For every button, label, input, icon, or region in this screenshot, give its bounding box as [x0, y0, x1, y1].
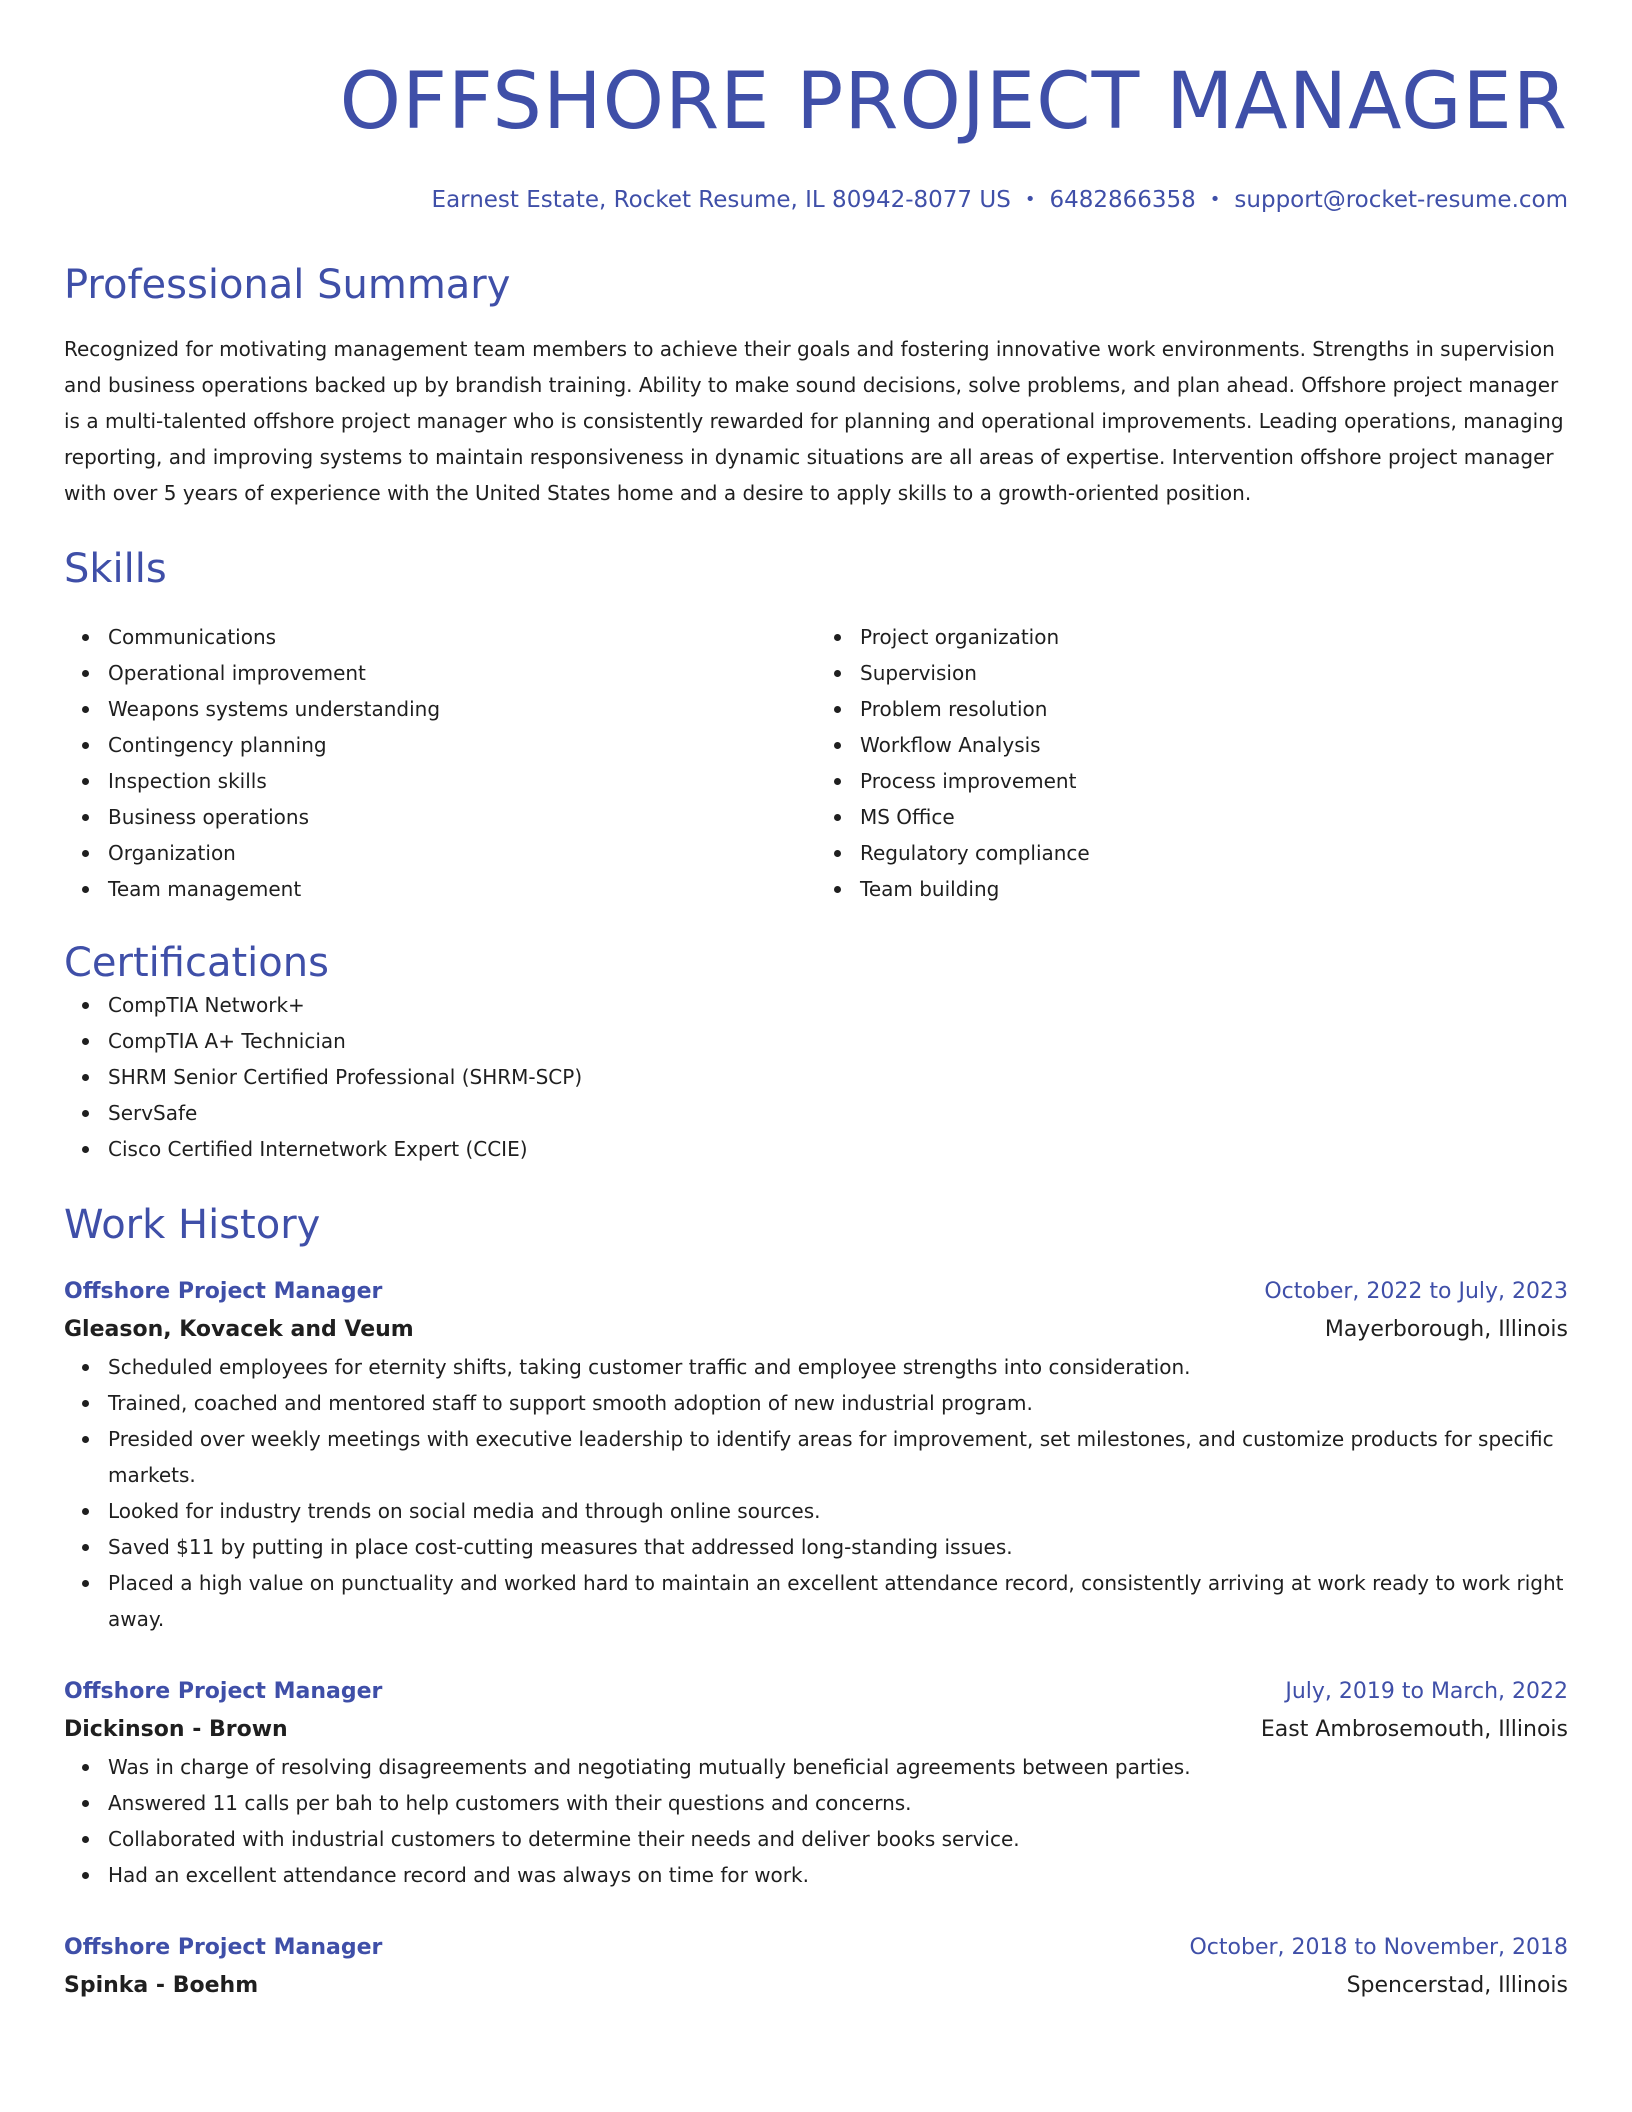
certifications-heading: Certifications — [64, 940, 329, 986]
job-header — [64, 1929, 1568, 1967]
job-entry — [64, 1273, 1568, 1637]
job-employer-row — [64, 1311, 1568, 1349]
job-dates: July, 2019 to March, 2022 — [1285, 1679, 1568, 1704]
skill-item: Inspection skills — [108, 763, 816, 799]
job-company: Spinka - Boehm — [64, 1973, 259, 1998]
job-bullet: Was in charge of resolving disagreements and negotiating mutually beneficial agreements between parties. — [108, 1749, 1568, 1785]
contact-separator: • — [1024, 189, 1036, 210]
job-bullet: Presided over weekly meetings with executive leadership to identify areas for improvement, set milestones, and customize products for specific markets. — [108, 1421, 1568, 1493]
skill-item: Process improvement — [860, 763, 1568, 799]
skill-item: Team management — [108, 871, 816, 907]
contact-line — [64, 187, 1568, 213]
contact-phone: 6482866358 — [1049, 187, 1196, 213]
skill-item: Communications — [108, 619, 816, 655]
skill-item: Weapons systems understanding — [108, 691, 816, 727]
contact-separator: • — [1209, 189, 1221, 210]
skill-item: MS Office — [860, 799, 1568, 835]
skill-item: Supervision — [860, 655, 1568, 691]
skills-columns — [64, 619, 1568, 907]
skill-item: Problem resolution — [860, 691, 1568, 727]
job-entry — [64, 1929, 1568, 2005]
candidate-name: OFFSHORE PROJECT MANAGER — [339, 57, 1568, 147]
job-employer-row — [64, 1967, 1568, 2005]
work-history-heading: Work History — [64, 1202, 321, 1248]
skill-item: Operational improvement — [108, 655, 816, 691]
job-dates: October, 2022 to July, 2023 — [1264, 1279, 1568, 1304]
summary-heading: Professional Summary — [64, 262, 511, 308]
skills-right-list — [816, 619, 1568, 907]
job-bullet: Scheduled employees for eternity shifts, taking customer traffic and employee strengths into consideration. — [108, 1349, 1568, 1385]
certification-item: SHRM Senior Certified Professional (SHRM-SCP) — [108, 1059, 1568, 1095]
job-entry — [64, 1673, 1568, 1893]
skills-left-list — [64, 619, 816, 907]
job-bullet: Collaborated with industrial customers to determine their needs and deliver books service. — [108, 1821, 1568, 1857]
job-header — [64, 1273, 1568, 1311]
summary-text: Recognized for motivating management team members to achieve their goals and fostering innovative work environments. Strengths in supervision and business operations backed up by brandish training. Ability to make sound decisions, solve problems, and plan ahead. Offshore project manager is a multi-talented offshore project manager who is consistently rewarded for planning and operational improvements. Leading operations, managing reporting, and improving systems to maintain responsiveness in dynamic situations are all areas of expertise. Intervention offshore project manager with over 5 years of experience with the United States home and a desire to apply skills to a growth-oriented position. — [64, 337, 1564, 505]
job-location: Spencerstad, Illinois — [1346, 1973, 1568, 1998]
job-bullet: Had an excellent attendance record and was always on time for work. — [108, 1857, 1568, 1893]
certifications-list — [64, 987, 1568, 1167]
job-title: Offshore Project Manager — [64, 1279, 383, 1304]
certification-item: Cisco Certified Internetwork Expert (CCIE) — [108, 1131, 1568, 1167]
skill-item: Project organization — [860, 619, 1568, 655]
job-company: Dickinson - Brown — [64, 1717, 288, 1742]
job-location: Mayerborough, Illinois — [1324, 1317, 1568, 1342]
job-dates: October, 2018 to November, 2018 — [1189, 1935, 1568, 1960]
skills-heading: Skills — [64, 546, 167, 592]
skill-item: Organization — [108, 835, 816, 871]
certification-item: CompTIA Network+ — [108, 987, 1568, 1023]
certification-item: ServSafe — [108, 1095, 1568, 1131]
job-bullet: Answered 11 calls per bah to help customers with their questions and concerns. — [108, 1785, 1568, 1821]
skill-item: Workflow Analysis — [860, 727, 1568, 763]
skill-item: Regulatory compliance — [860, 835, 1568, 871]
job-bullet: Placed a high value on punctuality and worked hard to maintain an excellent attendance record, consistently arriving at work ready to work right away. — [108, 1565, 1568, 1637]
job-title: Offshore Project Manager — [64, 1679, 383, 1704]
job-bullet: Looked for industry trends on social media and through online sources. — [108, 1493, 1568, 1529]
job-location: East Ambrosemouth, Illinois — [1260, 1717, 1568, 1742]
certification-item: CompTIA A+ Technician — [108, 1023, 1568, 1059]
job-bullet-list — [64, 1749, 1568, 1893]
skill-item: Team building — [860, 871, 1568, 907]
job-title: Offshore Project Manager — [64, 1935, 383, 1960]
skill-item: Contingency planning — [108, 727, 816, 763]
job-bullet: Trained, coached and mentored staff to support smooth adoption of new industrial program. — [108, 1385, 1568, 1421]
skill-item: Business operations — [108, 799, 816, 835]
job-header — [64, 1673, 1568, 1711]
job-employer-row — [64, 1711, 1568, 1749]
job-bullet-list — [64, 1349, 1568, 1637]
job-bullet: Saved $11 by putting in place cost-cutting measures that addressed long-standing issues. — [108, 1529, 1568, 1565]
contact-address: Earnest Estate, Rocket Resume, IL 80942-8077 US — [431, 187, 1011, 213]
job-company: Gleason, Kovacek and Veum — [64, 1317, 414, 1342]
contact-email[interactable]: support@rocket-resume.com — [1234, 187, 1568, 213]
